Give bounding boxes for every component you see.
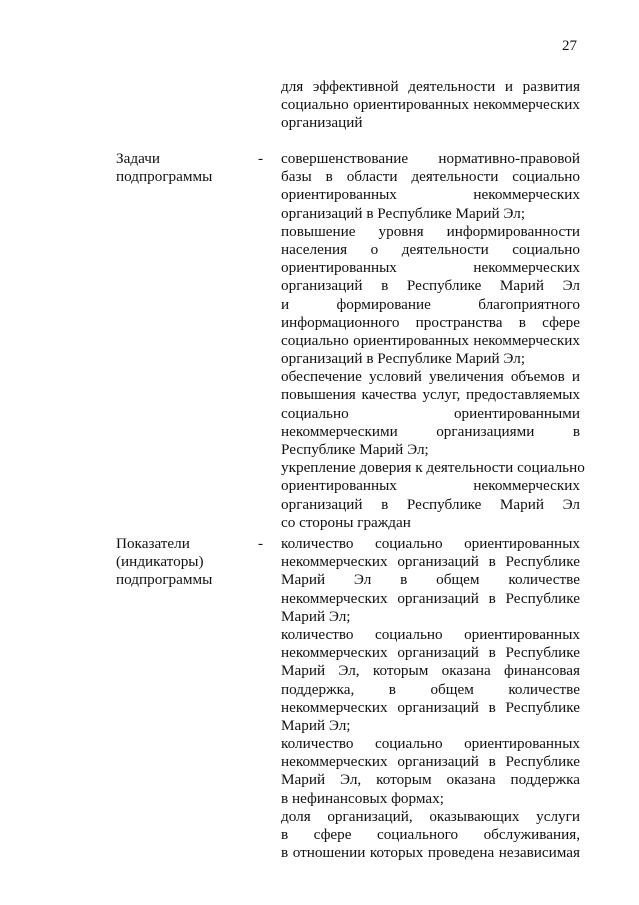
text-line: Марий Эл; <box>281 716 351 734</box>
indicators-list <box>281 535 580 862</box>
text-line: количество социально ориентированных <box>281 535 580 552</box>
text-line: Республике Марий Эл; <box>281 441 429 458</box>
text-line: Марий Эл в общем количестве <box>281 571 580 589</box>
indicators-label <box>116 535 212 590</box>
label-line: Задачи <box>116 150 160 167</box>
text-line: некоммерческих организаций в Республике <box>281 553 580 571</box>
task-item <box>281 368 580 459</box>
text-line: организаций в Республике Марий Эл <box>281 495 580 513</box>
text-line: Марий Эл, которым оказана финансовая <box>281 662 580 680</box>
text-line: социально ориентированными <box>281 404 580 422</box>
text-line: в нефинансовых формах; <box>281 789 444 807</box>
indicator-item <box>281 535 580 626</box>
indicator-item <box>281 735 580 808</box>
text-line: и формирование благоприятного <box>281 295 580 313</box>
label-line: подпрограммы <box>116 571 213 589</box>
text-line: укрепление доверия к деятельности социально <box>281 459 585 477</box>
tasks-list <box>281 150 585 532</box>
text-line: некоммерческих организаций в Республике <box>281 698 580 716</box>
tasks-label <box>116 150 212 186</box>
text-line: повышение уровня информированности <box>281 222 580 240</box>
text-line: доля организаций, оказывающих услуги <box>281 807 580 825</box>
label-line: (индикаторы) <box>116 553 204 571</box>
tasks-dash: - <box>258 150 264 167</box>
text-line: организаций в Республике Марий Эл <box>281 277 580 295</box>
text-line: организаций в Республике Марий Эл; <box>281 204 526 222</box>
text-line: в сфере социального обслуживания, <box>281 826 580 843</box>
label-line: Показатели <box>116 535 190 552</box>
text-line: информационного пространства в сфере <box>281 313 580 331</box>
text-line: совершенствование нормативно-правовой <box>281 150 580 167</box>
label-line: подпрограммы <box>116 168 213 186</box>
indicator-item <box>281 808 580 863</box>
text-line: социально ориентированных некоммерческих <box>281 331 580 349</box>
task-item <box>281 459 585 532</box>
text-line: обеспечение условий увеличения объемов и <box>281 368 580 386</box>
text-line: количество социально ориентированных <box>281 625 580 643</box>
page-number: 27 <box>562 38 577 54</box>
text-line: ориентированных некоммерческих <box>281 477 580 495</box>
text-line: в отношении которых проведена независимая <box>281 844 580 862</box>
text-line: некоммерческих организаций в Республике <box>281 644 580 662</box>
intro-paragraph <box>281 78 580 133</box>
text-line: некоммерческих организаций в Республике <box>281 589 580 607</box>
text-line: некоммерческими организациями в <box>281 422 580 440</box>
task-item <box>281 223 580 369</box>
indicators-dash: - <box>258 535 264 552</box>
text-line: количество социально ориентированных <box>281 735 580 753</box>
task-item <box>281 150 580 223</box>
text-line: населения о деятельности социально <box>281 240 580 258</box>
text-line: некоммерческих организаций в Республике <box>281 753 580 771</box>
text-line: со стороны граждан <box>281 513 411 531</box>
text-line: ориентированных некоммерческих <box>281 186 580 204</box>
text-line: социально ориентированных некоммерческих <box>281 96 580 114</box>
indicator-item <box>281 626 580 735</box>
text-line: организаций <box>281 114 363 132</box>
text-line: ориентированных некоммерческих <box>281 259 580 277</box>
text-line: Марий Эл; <box>281 607 351 625</box>
text-line: поддержка, в общем количестве <box>281 680 580 698</box>
text-line: повышения качества услуг, предоставляемых <box>281 386 580 404</box>
text-line: Марий Эл, которым оказана поддержка <box>281 771 580 789</box>
text-line: для эффективной деятельности и развития <box>281 78 580 95</box>
text-line: базы в области деятельности социально <box>281 168 580 186</box>
text-line: организаций в Республике Марий Эл; <box>281 350 526 368</box>
